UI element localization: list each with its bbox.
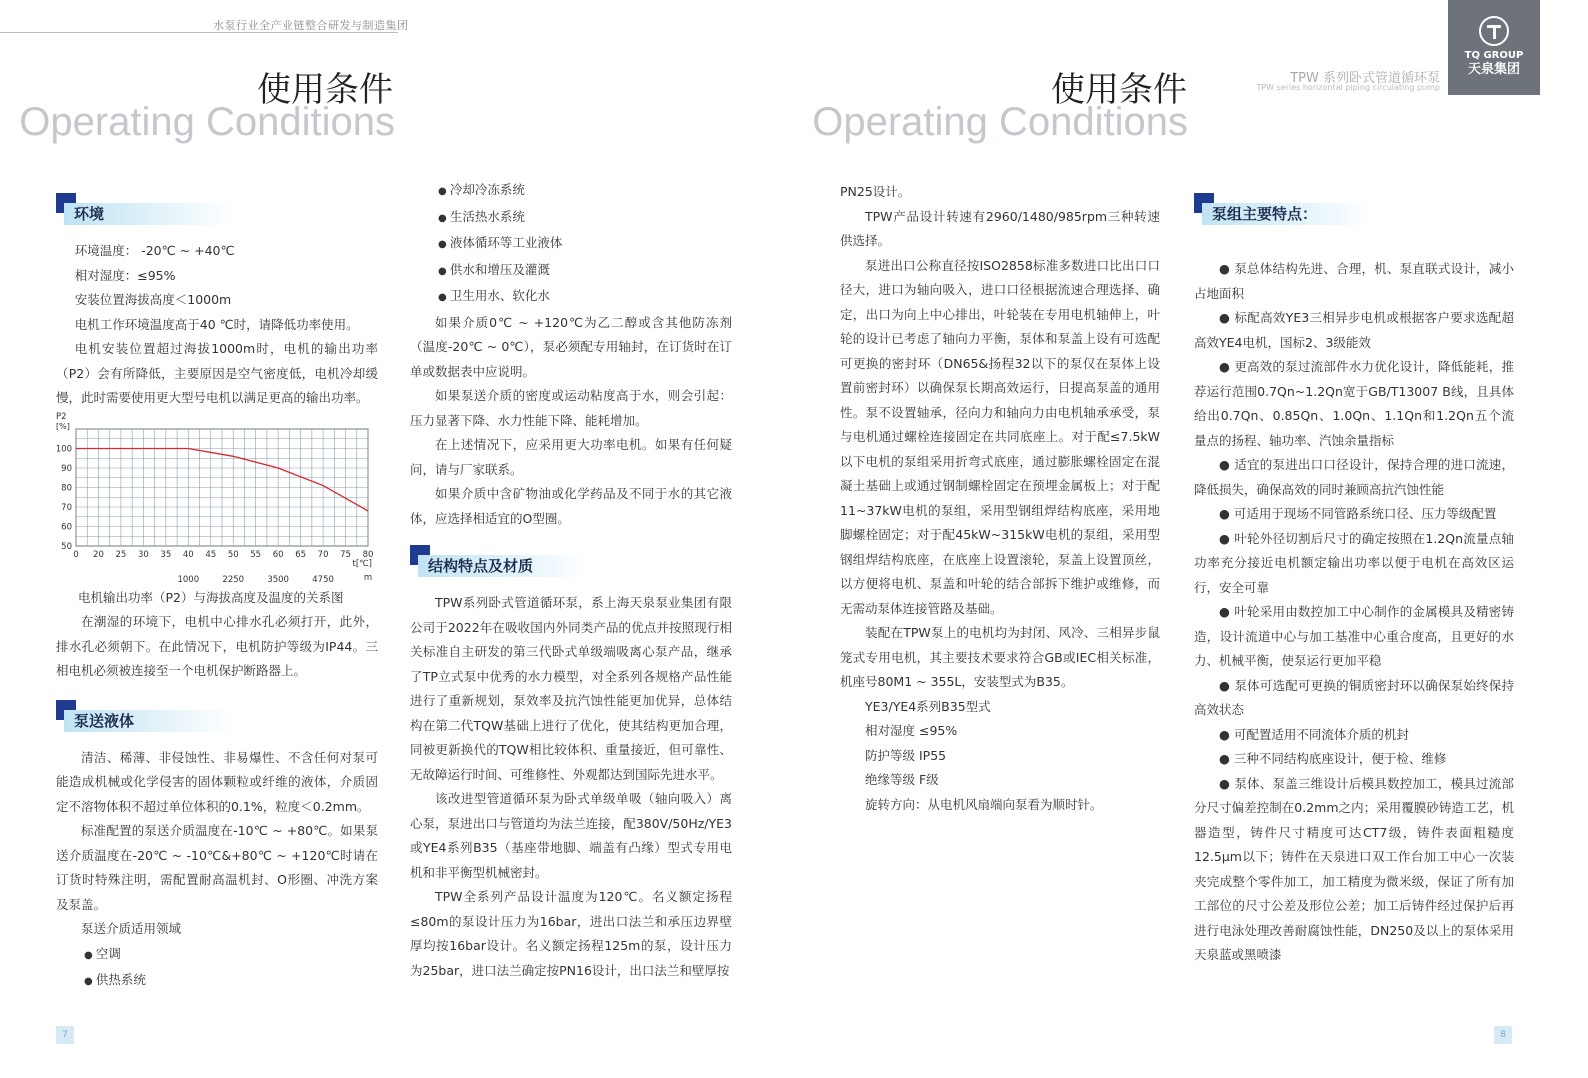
altitude-tick-label: 2250	[222, 574, 245, 585]
bullet-icon: ●	[1219, 261, 1235, 276]
left-title-cn: 使用条件	[257, 70, 393, 110]
apps-item: ● 冷却冷冻系统	[410, 178, 732, 205]
feature-item: ● 可适用于现场不同管路系统口径、压力等级配置	[1219, 506, 1497, 521]
y-tick-label: 100	[56, 444, 72, 454]
apps-item: ● 卫生用水、软化水	[410, 284, 732, 311]
header-tagline: 水泵行业全产业链整合研发与制造集团	[213, 19, 409, 32]
x-axis-label: t[℃]	[352, 558, 372, 569]
left-title-en: Operating Conditions	[19, 100, 395, 144]
logo-mark-icon	[1479, 16, 1509, 46]
logo-text-en: TQ GROUP	[1464, 50, 1524, 61]
apps-item: ● 空调	[56, 942, 378, 969]
feature-item: ● 更高效的泵过流部件水力优化设计，降低能耗，推荐运行范围0.7Qn~1.2Qn宽于GB/T13007 B线，且具体给出0.7Qn、0.85Qn、1.0Qn、1.1Qn和1.2Qn五个流量点的扬程、轴功率、汽蚀余量指标	[1194, 359, 1514, 448]
feature-item: ● 适宜的泵进出口口径设计，保持合理的进口流速，降低损失，确保高效的同时兼顾高抗汽蚀性能	[1194, 457, 1514, 497]
design-paragraph: 泵进出口公称直径按ISO2858标准多数进口比出口口径大，进口为轴向吸入，进口口径根据流速合理选择、确定，出口为向上中心排出，叶轮装在专用电机轴伸上，叶轮的设计已考虑了轴向力平衡，泵体和泵盖上设有可选配可更换的密封环（DN65&扬程32以下的泵仅在泵体上设置前密封环）以确保泵长期高效运行，日提高泵盖的通用性。泵不设置轴承，径向力和轴向力由电机轴承承受，泵与电机通过螺栓连接固定在共同底座上。对于配≤7.5kW以下电机的泵组采用折弯式底座，通过膨胀螺栓固定在混凝土基础上或通过钢制螺栓固定在预埋金属板上；对于配11~37kW电机的泵组，采用型钢组焊结构底座，采用地脚螺栓固定；对于配45kW~315kW电机的泵组，采用型钢组焊结构底座，在底座上设置滚轮，泵盖上设置顶丝，以方便将电机、泵盖和叶轮的结合部拆下维护或维修，而无需动泵体连接管路及基础。	[840, 257, 1160, 616]
env-line: 相对湿度：≤95%	[74, 267, 176, 283]
x-tick-label: 30	[137, 549, 149, 560]
power-chart-svg	[56, 411, 386, 586]
apps-item: ● 供水和增压及灌溉	[410, 258, 732, 285]
spec-line: 防护等级 IP55	[865, 747, 947, 763]
bullet-icon: ●	[1219, 604, 1235, 619]
feature-item: ● 泵体可选配可更换的铜质密封环以确保泵始终保持高效状态	[1194, 677, 1514, 717]
y-axis-unit: [%]	[56, 421, 70, 431]
env-line: 环境温度： -20℃ ~ +40℃	[74, 243, 235, 258]
company-logo	[1448, 0, 1540, 95]
y-tick-label: 70	[61, 502, 72, 513]
env-paragraph: 电机工作环境温度高于40 ℃时，请降低功率使用。	[74, 316, 359, 332]
apps-item: ● 供热系统	[56, 968, 378, 995]
y-tick-label: 60	[61, 522, 72, 532]
heading-text: 泵组主要特点：	[1212, 205, 1318, 223]
structure-paragraph: TPW系列卧式管道循环泵，系上海天泉泵业集团有限公司于2022年在吸收国内外同类产品的优点并按照现行相关标准自主研发的第三代卧式单级端吸离心泵产品，继承了TP立式泵中优秀的水力模型，对全系列各规格产品性能进行了重新规划，泵效率及抗汽蚀性能更加优异，总体结构在第二代TQW基础上进行了优化，使其结构更加合理，同被更新换代的TQW相比较体积、重量接近，但可靠性、无故障运行时间、可维修性、外观都达到国际先进水平。	[410, 595, 732, 782]
feature-list	[1194, 257, 1514, 968]
section-heading-environment	[56, 193, 378, 227]
apps-item: ● 生活热水系统	[410, 205, 732, 232]
page-number-right: 8	[1494, 1026, 1512, 1044]
x-tick-label: 70	[317, 549, 329, 560]
bullet-icon: ●	[1219, 751, 1234, 766]
column-4	[1194, 185, 1514, 968]
page-number-left: 7	[56, 1026, 74, 1044]
section-heading-structure	[410, 545, 732, 579]
design-paragraph: 装配在TPW泵上的电机均为封闭、风冷、三相异步鼠笼式专用电机，其主要技术要求符合GB或IEC相关标准，机座号80M1 ~ 355L，安装型式为B35。	[840, 625, 1160, 689]
altitude-tick-label: 4750	[312, 574, 334, 585]
fluid-paragraph: 清洁、稀薄、非侵蚀性、非易爆性、不含任何对泵可能造成机械或化学侵害的固体颗粒或纤维的液体，介质固定不溶物体积不超过单位体积的0.1%，粒度＜0.2mm。	[56, 749, 378, 814]
bullet-icon: ●	[1219, 310, 1235, 325]
x-tick-label: 55	[250, 549, 262, 560]
fluid-paragraph: 如果介质0℃ ~ +120℃为乙二醇或含其他防冻剂（温度-20℃ ~ 0℃），泵必须配专用轴封，在订货时在订单或数据表中应说明。	[410, 314, 732, 379]
fluid-paragraph: 标准配置的泵送介质温度在-10℃ ~ +80℃。如果泵送介质温度在-20℃ ~ -10℃&+80℃ ~ +120℃时请在订货时特殊注明，需配置耐高温机封、O形圈、冲洗方案及泵盖。	[56, 823, 378, 912]
heading-text: 环境	[74, 205, 105, 223]
x-tick-label: 60	[272, 549, 284, 560]
x-tick-label: 65	[295, 549, 307, 560]
header-divider	[0, 32, 398, 33]
y-tick-label: 80	[61, 483, 72, 493]
feature-item: ● 标配高效YE3三相异步电机或根据客户要求选配超高效YE4电机，国标2、3级能效	[1194, 310, 1514, 350]
feature-item: ● 叶轮采用由数控加工中心制作的金属模具及精密铸造，设计流道中心与加工基准中心重合度高，且更好的水力、机械平衡，使泵运行更加平稳	[1194, 604, 1514, 668]
apps-label: 泵送介质适用领域	[81, 921, 182, 936]
bullet-icon: ●	[1219, 530, 1235, 546]
continued-text: PN25设计。	[840, 184, 911, 199]
fluid-paragraph: 如果介质中含矿物油或化学药品及不同于水的其它液体，应选择相适宜的O型圈。	[410, 486, 732, 526]
series-title-cn: TPW 系列卧式管道循环泵	[1290, 71, 1440, 86]
spec-line: 旋转方向：从电机风扇端向泵看为顺时针。	[865, 796, 1103, 812]
feature-item: ● 泵体、泵盖三维设计后模具数控加工，模具过流部分尺寸偏差控制在0.2mm之内；采用覆膜砂铸造工艺，机器造型，铸件尺寸精度可达CT7级，铸件表面粗糙度12.5μm以下；铸件在天泉进口双工作台加工中心一次装夹完成整个零件加工，加工精度为微米级，保证了所有加工部位的尺寸公差及形位公差；加工后铸件经过保护后再进行电泳处理改善耐腐蚀性能，DN250及以上的泵体采用天泉蓝或黑喷漆	[1194, 775, 1514, 962]
feature-item: ● 泵总体结构先进、合理，机、泵直联式设计，减小占地面积	[1194, 261, 1514, 301]
column-2	[410, 178, 732, 983]
feature-item: ● 三种不同结构底座设计，便于检、维修	[1219, 751, 1447, 766]
column-1	[56, 185, 378, 995]
structure-paragraph: 该改进型管道循环泵为卧式单级单吸（轴向吸入）离心泵，泵进出口与管道均为法兰连接，配380V/50Hz/YE3或YE4系列B35（基座带地脚、端盖有凸缘）型式专用电机和非平衡型机械密封。	[410, 791, 732, 880]
x-tick-label: 45	[205, 549, 217, 560]
x-tick-label: 0	[73, 549, 79, 560]
spec-line: YE3/YE4系列B35型式	[865, 698, 991, 714]
x-tick-label: 35	[160, 549, 172, 560]
bullet-icon: ●	[1219, 775, 1235, 791]
fluid-paragraph: 在上述情况下，应采用更大功率电机。如果有任何疑问，请与厂家联系。	[410, 437, 732, 477]
column-3	[840, 180, 1160, 817]
power-chart	[56, 411, 386, 586]
section-heading-features	[1194, 193, 1514, 227]
right-title-cn: 使用条件	[1051, 70, 1187, 110]
design-paragraph: TPW产品设计转速有2960/1480/985rpm三种转速供选择。	[840, 208, 1160, 248]
env-line: 安装位置海拔高度＜1000m	[74, 292, 232, 307]
y-axis-label: P2	[56, 411, 67, 422]
bullet-icon: ●	[1219, 359, 1235, 374]
fluid-paragraph: 如果泵送介质的密度或运动粘度高于水，则会引起：压力显著下降、水力性能下降、能耗增加。	[410, 388, 732, 428]
x-tick-label: 50	[227, 549, 239, 560]
apps-item: ● 液体循环等工业液体	[410, 231, 732, 258]
section-heading-fluid	[56, 700, 378, 734]
x-tick-label: 40	[182, 549, 194, 560]
altitude-tick-label: 3500	[267, 574, 289, 585]
x-tick-label: 75	[340, 549, 351, 560]
chart-caption: 电机输出功率（P2）与海拔高度及温度的关系图	[78, 589, 344, 605]
env-paragraph: 电机安装位置超过海拔1000m时，电机的输出功率（P2）会有所降低，主要原因是空气密度低，电机冷却缓慢，此时需要使用更大型号电机以满足更高的输出功率。	[56, 341, 378, 405]
right-title-en: Operating Conditions	[812, 100, 1188, 144]
x-tick-label: 25	[115, 549, 127, 560]
x-tick-label: 80	[362, 549, 374, 560]
bullet-icon: ●	[1219, 506, 1234, 521]
bullet-icon: ●	[1219, 726, 1234, 742]
heading-text: 泵送液体	[74, 711, 135, 730]
spec-line: 绝缘等级 F级	[865, 772, 939, 787]
structure-paragraph: TPW全系列产品设计温度为120℃。名义额定扬程≤80m的泵设计压力为16bar，进出口法兰和承压边界壁厚均按16bar设计。名义额定扬程125m的泵，设计压力为25bar，进口法兰确定按PN16设计，出口法兰和壁厚按	[410, 889, 732, 978]
feature-item: ● 叶轮外径切割后尺寸的确定按照在1.2Qn流量点轴功率充分接近电机额定输出功率以便于电机在高效区运行，安全可靠	[1194, 530, 1514, 595]
altitude-axis-label: m	[363, 572, 373, 583]
feature-item: ● 可配置适用不同流体介质的机封	[1219, 726, 1409, 742]
bullet-icon: ●	[1219, 457, 1235, 472]
y-tick-label: 90	[61, 463, 72, 474]
x-tick-label: 20	[93, 549, 104, 560]
spec-line: 相对湿度 ≤95%	[865, 723, 958, 738]
y-tick-label: 50	[61, 541, 72, 552]
altitude-tick-label: 1000	[177, 574, 200, 585]
series-title-en: TPW series horizontal piping circulating pump	[1256, 83, 1440, 92]
bullet-icon: ●	[1219, 677, 1235, 693]
after-chart-paragraph: 在潮湿的环境下，电机中心排水孔必须打开，此外，排水孔必须朝下。在此情况下，电机防护等级为IP44。三相电机必须被连接至一个电机保护断路器上。	[56, 614, 378, 678]
heading-text: 结构特点及材质	[428, 557, 534, 575]
logo-text-cn: 天泉集团	[1467, 62, 1520, 77]
